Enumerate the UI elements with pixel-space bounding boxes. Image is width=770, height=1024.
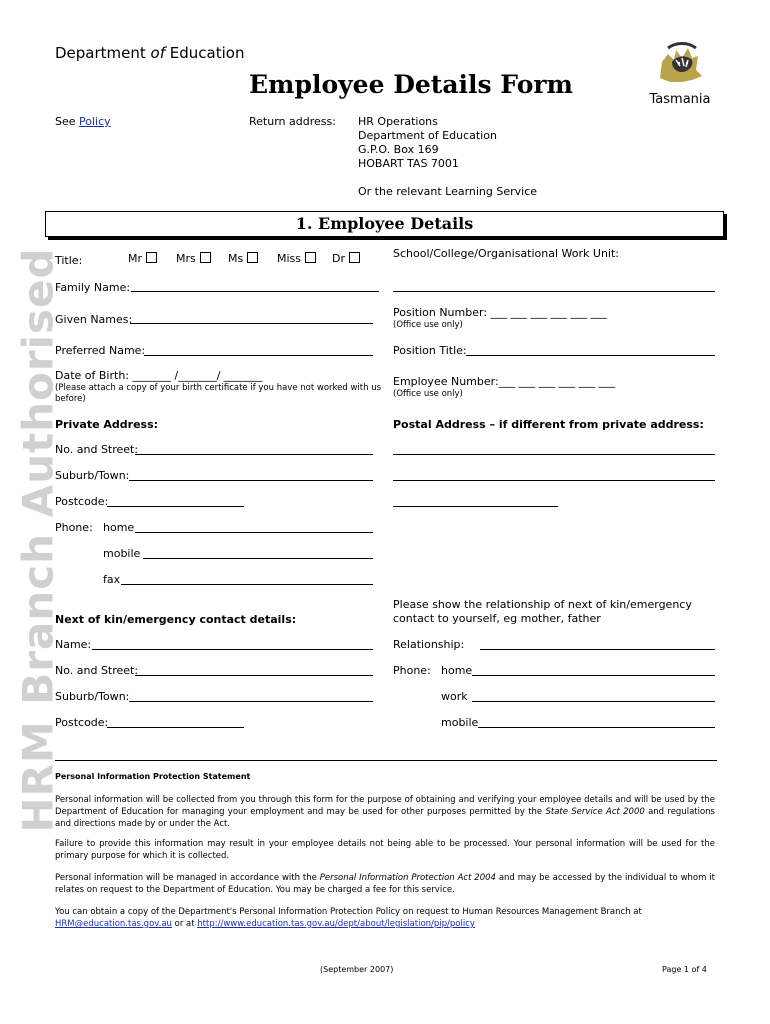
kin-home-label: home <box>441 664 473 677</box>
private-suburb-label: Suburb/Town: <box>55 469 130 482</box>
phone-fax-label: fax <box>103 573 121 586</box>
kin-mobile-label: mobile <box>441 716 479 729</box>
alt-address: Or the relevant Learning Service <box>358 185 538 198</box>
position-number-label[interactable]: Position Number: ___ ___ ___ ___ ___ ___ <box>393 306 608 319</box>
kin-home-field[interactable] <box>472 675 715 676</box>
tasmanian-tiger-icon <box>642 40 718 90</box>
dr-checkbox[interactable] <box>349 252 360 263</box>
office-use-note-2: (Office use only) <box>393 389 463 399</box>
dob-note: (Please attach a copy of your birth certificate if you have not worked with us <box>55 383 382 393</box>
kin-postcode-label: Postcode: <box>55 716 109 729</box>
private-address-heading: Private Address: <box>55 418 159 431</box>
private-suburb-field[interactable] <box>129 480 373 481</box>
kin-suburb-field[interactable] <box>129 701 373 702</box>
department-name: Department of Education <box>55 44 245 62</box>
work-unit-field[interactable] <box>393 291 715 292</box>
private-street-label: No. and Street: <box>55 443 139 456</box>
policy-url-link[interactable]: http://www.education.tas.gov.au/dept/about/legislation/pip/policy <box>197 919 475 929</box>
section-divider <box>55 760 717 761</box>
postal-address-heading: Postal Address – if different from private address: <box>393 418 704 431</box>
preferred-name-label: Preferred Name: <box>55 344 146 357</box>
kin-relationship-note: Please show the relationship of next of kin/emergency <box>393 598 692 611</box>
kin-suburb-label: Suburb/Town: <box>55 690 130 703</box>
title-ms[interactable]: Ms <box>228 252 258 265</box>
phone-fax-field[interactable] <box>121 584 373 585</box>
title-mr[interactable]: Mr <box>128 252 157 265</box>
miss-checkbox[interactable] <box>305 252 316 263</box>
tasmania-wordmark: Tasmania <box>649 92 711 107</box>
preferred-name-field[interactable] <box>144 355 373 356</box>
footer-date: (September 2007) <box>320 965 394 974</box>
relationship-label: Relationship: <box>393 638 465 651</box>
work-unit-label: School/College/Organisational Work Unit: <box>393 247 619 260</box>
section-employee-details: 1. Employee Details <box>45 211 724 237</box>
title-dr[interactable]: Dr <box>332 252 360 265</box>
given-names-field[interactable] <box>130 323 373 324</box>
policy-link[interactable]: Policy <box>79 115 111 128</box>
kin-mobile-field[interactable] <box>478 727 715 728</box>
see-policy: See Policy <box>55 115 111 128</box>
privacy-paragraph-4: You can obtain a copy of the Department's Personal Information Protection Policy on request to Human Resources Management Branch at HRM@education.tas.gov.au or at http://www.education.tas.gov.au/dept/about/legislation/pip/policy <box>55 907 642 929</box>
postal-street-field[interactable] <box>393 454 715 455</box>
phone-home-field[interactable] <box>135 532 373 533</box>
page-number: Page 1 of 4 <box>662 965 707 974</box>
postal-suburb-field[interactable] <box>393 480 715 481</box>
mr-checkbox[interactable] <box>146 252 157 263</box>
phone-mobile-field[interactable] <box>143 558 373 559</box>
office-use-note-1: (Office use only) <box>393 320 463 330</box>
tasmania-logo <box>642 40 718 106</box>
return-address: HR Operations Department of Education G.P.O. Box 169 HOBART TAS 7001 <box>358 115 497 170</box>
next-of-kin-heading: Next of kin/emergency contact details: <box>55 613 297 626</box>
return-address-label: Return address: <box>249 115 336 128</box>
kin-name-field[interactable] <box>92 649 373 650</box>
kin-street-field[interactable] <box>135 675 373 676</box>
relationship-field[interactable] <box>480 649 715 650</box>
dob-label[interactable]: Date of Birth: _______ /_______/ _______ <box>55 369 263 382</box>
phone-mobile-label: mobile <box>103 547 141 560</box>
title-mrs[interactable]: Mrs <box>176 252 211 265</box>
kin-work-label: work <box>441 690 468 703</box>
privacy-paragraph-1: Personal information will be collected from you through this form for the purpose of obtaining and verifying your employee details and will be used by the Department of Education for managing your employment and may be used for other purposes permitted by the State Service Act 2000 and regulations and directions made by or under the Act. <box>55 795 715 829</box>
watermark: HRM Branch Authorised <box>13 247 63 833</box>
privacy-heading: Personal Information Protection Statement <box>55 772 251 781</box>
kin-work-field[interactable] <box>472 701 715 702</box>
dob-note-2: before) <box>55 394 86 404</box>
phone-label: Phone: <box>55 521 93 534</box>
privacy-paragraph-3: Personal information will be managed in accordance with the Personal Information Protection Act 2004 and may be accessed by the individual to whom it relates on request to the Department of Education. You may be charged a fee for this service. <box>55 873 715 895</box>
title-miss[interactable]: Miss <box>277 252 316 265</box>
kin-relationship-note-2: contact to yourself, eg mother, father <box>393 612 601 625</box>
employee-number-label[interactable]: Employee Number:___ ___ ___ ___ ___ ___ <box>393 375 616 388</box>
phone-home-label: home <box>103 521 135 534</box>
family-name-field[interactable] <box>131 291 379 292</box>
private-postcode-label: Postcode: <box>55 495 109 508</box>
kin-name-label: Name: <box>55 638 92 651</box>
family-name-label: Family Name: <box>55 281 131 294</box>
given-names-label: Given Names: <box>55 313 133 326</box>
postal-postcode-field[interactable] <box>393 506 558 507</box>
kin-postcode-field[interactable] <box>107 727 244 728</box>
private-street-field[interactable] <box>135 454 373 455</box>
kin-phone-label: Phone: <box>393 664 431 677</box>
position-title-field[interactable] <box>466 355 715 356</box>
kin-street-label: No. and Street: <box>55 664 139 677</box>
title-label: Title: <box>55 254 83 267</box>
page-title: Employee Details Form <box>249 70 573 99</box>
ms-checkbox[interactable] <box>247 252 258 263</box>
hrm-email-link[interactable]: HRM@education.tas.gov.au <box>55 919 172 929</box>
mrs-checkbox[interactable] <box>200 252 211 263</box>
position-title-label: Position Title: <box>393 344 467 357</box>
private-postcode-field[interactable] <box>107 506 244 507</box>
privacy-paragraph-2: Failure to provide this information may result in your employee details not being able to be processed. Your personal information will be used for the primary purpose for which it is collected. <box>55 839 715 861</box>
